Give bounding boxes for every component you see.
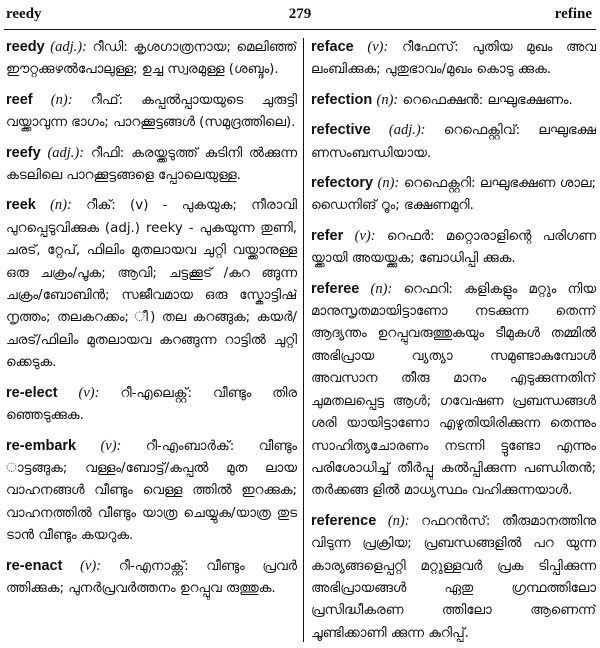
entry-definition: റെഫറി: കളികളും മറ്റും നിയ മാനുസൃതമായിട്ടാണോ നടക്കുന്ന തെന്ന് ആദ്യന്തം ഉറപ്പുവരുത്തുകയും ടീമുകൾ തമ്മിൽ അഭിപ്രായ വ്യത്യാ സമുണ്ടാകുമ്പോൾ അവസാന തീരു മാനം എടുക്കുന്നതിന് ചുമതലപ്പെട്ട ആൾ; ഗവേഷണ പ്രബന്ധങ്ങൾ ശരി യായിട്ടാണോ എഴുതിയിരിക്കുന്ന തെന്നും സാഹിത്യചോരണം നടന്നി ട്ടുണ്ടോ എന്നും പരിശോധിച്ച് തീർപ്പു കൽപ്പിക്കുന്ന പണ്ഡിതൻ; തർക്കങ്ങ ളിൽ മാധ്യസ്ഥം വഹിക്കുന്നയാൾ. (311, 281, 596, 499)
column-divider (303, 38, 304, 642)
dictionary-entry (311, 89, 596, 112)
header-rule (4, 29, 596, 30)
entry-headword: reface (311, 39, 354, 55)
dictionary-entry (6, 435, 297, 548)
entry-definition: റെഫർ: മറ്റൊരാളിന്റെ പരിഗണ യ്ക്കായി അയയ്ക്കുക; ബോധിപ്പി ക്കുക. (311, 228, 596, 267)
entry-part-of-speech: (v): (367, 39, 389, 55)
entry-headword: refer (311, 227, 344, 244)
dictionary-entry (311, 172, 596, 218)
entry-headword: refection (311, 91, 373, 108)
page-header (0, 4, 600, 26)
dictionary-entry (311, 510, 596, 644)
entry-headword: refective (311, 122, 371, 139)
dictionary-entry (6, 194, 297, 374)
dictionary-entry (6, 555, 297, 601)
entry-definition: റെഫെക്ഷൻ: ലഘുഭക്ഷണം. (402, 92, 573, 108)
entry-definition: റീ-എംബാർക്: വീണ്ടും ാട്ടങ്ങുക; വള്ളം/ബോട്ട്/കപ്പൽ മുത ലായ വാഹനങ്ങൾ വീണ്ടും വെള്ള ത്തിൽ ഇറക്കുക; വാഹനത്തിൽ വീണ്ടും യാത്ര ചെയ്യുക/യാത്ര തുട ടാൻ വീണ്ടും കയറുക. (6, 438, 297, 544)
right-column (311, 36, 596, 644)
entry-definition: റീഫ്: കപ്പൽപ്പായയുടെ ചുരുട്ടി വയ്ക്കാവുന്ന ഭാഗം; പാറക്കൂട്ടങ്ങൾ (സമുദ്രത്തിലെ). (6, 92, 297, 131)
dictionary-entry (311, 119, 596, 165)
entry-definition: റീ-എലെക്റ്റ്: വീണ്ടും തിര ഞ്ഞെടുക്കുക. (6, 385, 297, 424)
entry-part-of-speech: (v): (354, 227, 376, 244)
entry-part-of-speech: (v): (80, 557, 102, 574)
entry-part-of-speech: (v): (100, 437, 122, 454)
dictionary-entry (6, 36, 297, 82)
entry-definition: റീഡി: കൃശഗാത്രനായ; മെലിഞ്ഞ് ഈറ്റക്കുഴൽപോലുള്ള; ഉച്ച സ്വരമുള്ള (ശബ്ദം). (6, 40, 297, 78)
entry-headword: reference (311, 512, 377, 529)
entry-headword: reefy (6, 144, 41, 161)
entry-part-of-speech: (n): (50, 91, 73, 108)
entry-headword: re-elect (6, 384, 58, 401)
dictionary-entry (311, 36, 596, 82)
entry-part-of-speech: (adj.): (388, 122, 426, 139)
entry-part-of-speech: (n): (387, 512, 410, 529)
dictionary-entry (6, 382, 297, 428)
entry-definition: റെഫെക്റ്ററി: ലഘുഭക്ഷണ ശാല; ഡൈനിങ് റൂം; ഭക്ഷണമുറി. (311, 176, 596, 214)
entry-headword: referee (311, 280, 360, 297)
left-guide-word: reedy (6, 6, 42, 22)
entry-part-of-speech: (n): (370, 280, 393, 297)
page-number: 279 (288, 6, 312, 22)
entry-part-of-speech: (n): (376, 91, 399, 108)
entry-headword: reek (6, 197, 36, 214)
dictionary-entry (6, 89, 297, 135)
entry-headword: re-enact (6, 557, 63, 574)
entry-part-of-speech: (adj.): (47, 144, 85, 161)
entry-part-of-speech: (n): (50, 197, 72, 214)
entry-definition: റീഫി: കരയ്ക്കടുത്ത് കുടിനി ൽക്കുന്ന കടലിലെ പാറക്കൂട്ടങ്ങളെ പ്പോലെയുള്ള. (6, 145, 297, 184)
entry-headword: reedy (6, 39, 45, 55)
entry-definition: റെഫെക്റ്റിവ്: ലഘുഭക്ഷ ണസംബന്ധിയായ. (311, 123, 596, 161)
right-guide-word: refine (554, 6, 592, 22)
entry-headword: refectory (311, 175, 374, 192)
entry-part-of-speech: (n): (377, 175, 400, 192)
entry-headword: re-embark (6, 437, 77, 454)
entry-definition: റീഫേസ്: പുതിയ മുഖം അവ ലംബിക്കുക; പുതുഭാവം/മുഖം കൊടു ക്കുക. (311, 40, 596, 78)
left-column (6, 36, 297, 644)
entry-part-of-speech: (v): (78, 384, 100, 401)
entry-definition: റഫറൻസ്: തീരുമാനത്തിനു വിടുന്ന പ്രക്രിയ; പ്രബന്ധങ്ങളിൽ പറ യുന്ന കാര്യങ്ങളെപ്പറ്റി മറ്റുള്ളവർ പ്രക ടിപ്പിക്കുന്ന അഭിപ്രായങ്ങൾ ഏതു ഗ്രന്ഥത്തിലോ പ്രസിദ്ധീകരണ ത്തിലോ ആണെന്ന് ചൂണ്ടിക്കാണി ക്കുന്ന കുറിപ്പ്. (311, 513, 596, 641)
entry-definition: റീ-എനാക്റ്റ്: വീണ്ടും പ്രവർ ത്തിക്കുക; പുനർപ്രവർത്തനം ഉറപ്പുവ രുത്തുക. (6, 558, 297, 596)
entry-headword: reef (6, 91, 33, 108)
dictionary-entry (311, 225, 596, 271)
dictionary-entry (311, 278, 596, 503)
entry-definition: റീക്: (v) - പുകയുക; നീരാവി പുറപ്പെടുവിക്കുക (adj.) reeky - പുകയുന്ന തുണി, ചരട്, റ്റേപ്, ഫിലിം മുതലായവ ചുറ്റി വയ്ക്കാനുള്ള ഒരു ചക്രം/പൂക; ആവി; ചട്ടക്കൂട് /കറ ങ്ങുന്ന ചക്രം/ബോബിൻ; സജീവമായ ഒരു സ്കോട്ടിഷ് നൃത്തം; തലകറക്കം; ീ) തല കറങ്ങുക; കയർ/ചരട്/ഫിലിം മുതലായവ കറങ്ങുന്ന റാട്ടിൽ ചുറ്റി ക്കെടുക. (6, 198, 297, 371)
dictionary-entry (6, 142, 297, 188)
entry-part-of-speech: (adj.): (50, 39, 87, 55)
